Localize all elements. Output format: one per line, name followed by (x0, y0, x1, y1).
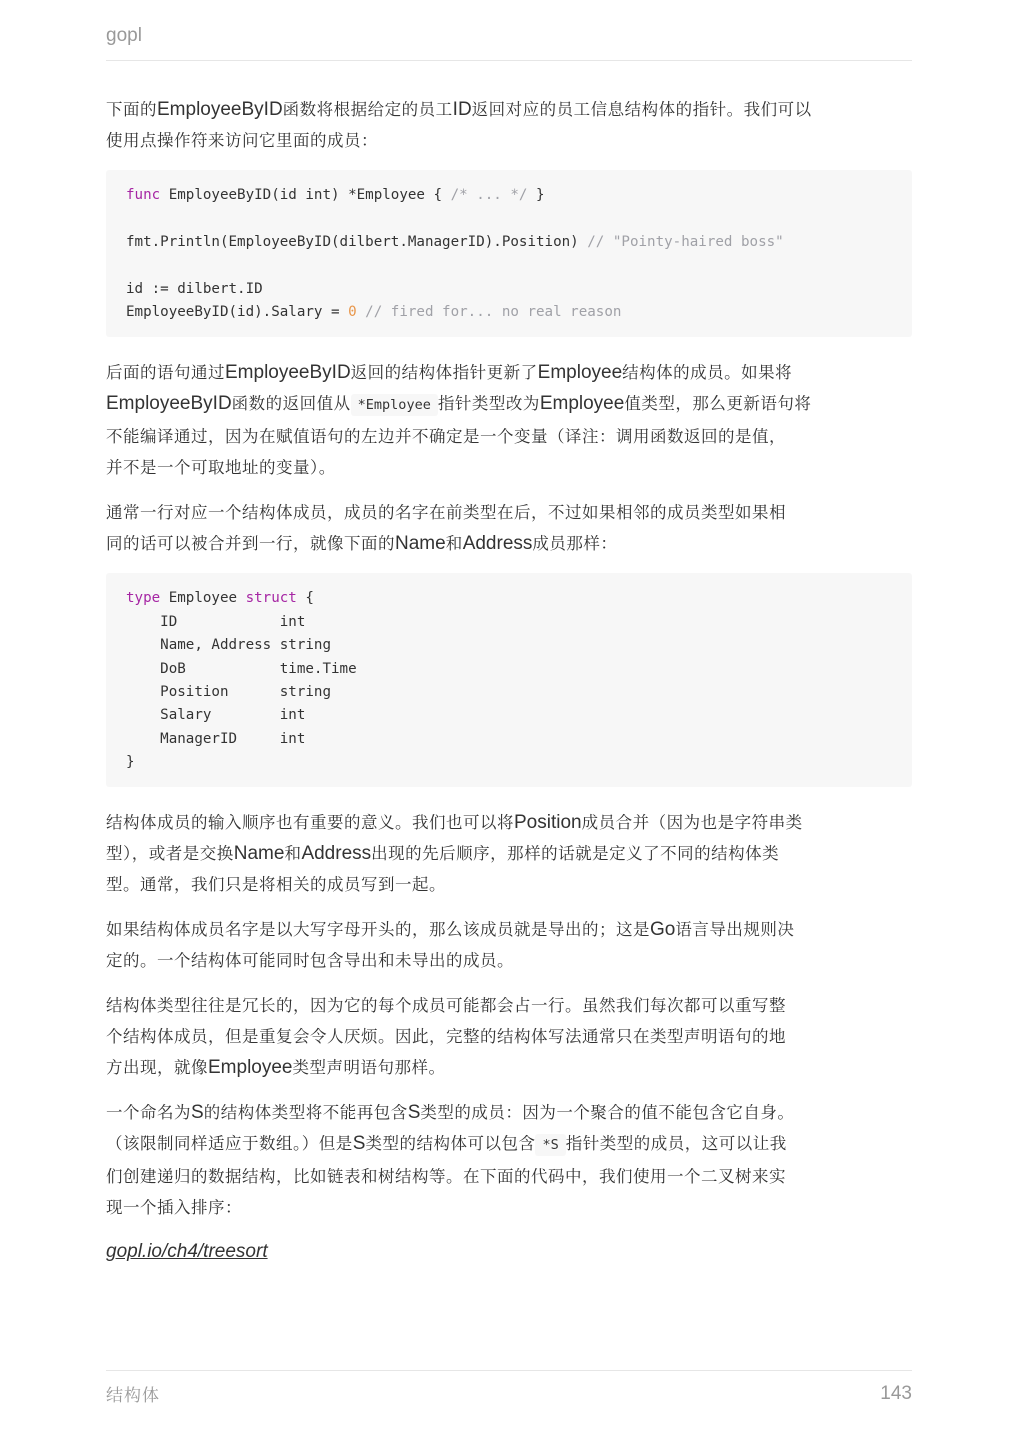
code-line: type Employee struct { (126, 590, 314, 607)
code-line: ManagerID int (126, 730, 306, 747)
code-block-employee-struct (106, 573, 912, 787)
chapter-name: 结构体 (106, 1386, 160, 1406)
code-line: ID int (126, 613, 306, 630)
page-content (106, 94, 912, 1265)
treesort-link[interactable]: gopl.io/ch4/treesort (106, 1241, 268, 1263)
code-block-employee-by-id (106, 170, 912, 337)
paragraph-exported-members: 如果结构体成员名字是以大写字母开头的，那么该成员就是导出的；这是Go语言导出规则决 定的。一个结构体可能同时包含导出和未导出的成员。 (106, 919, 795, 971)
paragraph-employee-by-id: 下面的EmployeeByID函数将根据给定的员工ID返回对应的员工信息结构体的指针。我们可以 使用点操作符来访问它里面的成员： (106, 99, 812, 150)
paragraph-update-member: 后面的语句通过EmployeeByID返回的结构体指针更新了Employee结构体的成员。如果将 EmployeeByID函数的返回值从 *Employee 指针类型改为Employee值类型，那么更新语句将 不能编译通过，因为在赋值语句的左边并不确定是一个变量（译注：调用函数返回的是值， 并不是一个可取地址的变量）。 (106, 362, 812, 478)
page-footer (106, 1370, 912, 1417)
paragraph-recursive-struct: 一个命名为S的结构体类型将不能再包含S类型的成员：因为一个聚合的值不能包含它自身。 （该限制同样适应于数组。）但是S类型的结构体可以包含 *S 指针类型的成员，这可以让我 们创建递归的数据结构，比如链表和树结构等。在下面的代码中，我们使用一个二叉树来实 现一个插入排序： (106, 1102, 795, 1218)
code-line: } (126, 754, 135, 771)
code-line: Position string (126, 683, 331, 700)
code-line: EmployeeByID(id).Salary = 0 // fired for... no real reason (126, 303, 622, 320)
code-line-blank (126, 254, 892, 277)
paragraph-verbose-struct: 结构体类型往往是冗长的，因为它的每个成员可能都会占一行。虽然我们每次都可以重写整 个结构体成员，但是重复会令人厌烦。因此，完整的结构体写法通常只在类型声明语句的地 方出现，就像Employee类型声明语句那样。 (106, 996, 786, 1079)
code-line: id := dilbert.ID (126, 280, 263, 297)
inline-code: *Employee (351, 394, 438, 416)
paragraph-member-per-line: 通常一行对应一个结构体成员，成员的名字在前类型在后，不过如果相邻的成员类型如果相 同的话可以被合并到一行，就像下面的Name和Address成员那样： (106, 503, 786, 555)
paragraph-member-order: 结构体成员的输入顺序也有重要的意义。我们也可以将Position成员合并（因为也是字符串类 型），或者是交换Name和Address出现的先后顺序，那样的话就是定义了不同的结构体类 型。通常，我们只是将相关的成员写到一起。 (106, 812, 803, 895)
code-line: fmt.Println(EmployeeByID(dilbert.ManagerID).Position) // "Pointy-haired boss" (126, 233, 784, 250)
code-line: func EmployeeByID(id int) *Employee { /* ... */ } (126, 187, 545, 203)
inline-code: *S (535, 1134, 565, 1156)
book-title: gopl (106, 25, 142, 46)
code-line: Name, Address string (126, 637, 331, 654)
page-header (106, 24, 912, 61)
code-line-blank (126, 207, 892, 230)
page-number: 143 (880, 1383, 912, 1404)
code-line: Salary int (126, 707, 306, 724)
code-line: DoB time.Time (126, 660, 357, 677)
